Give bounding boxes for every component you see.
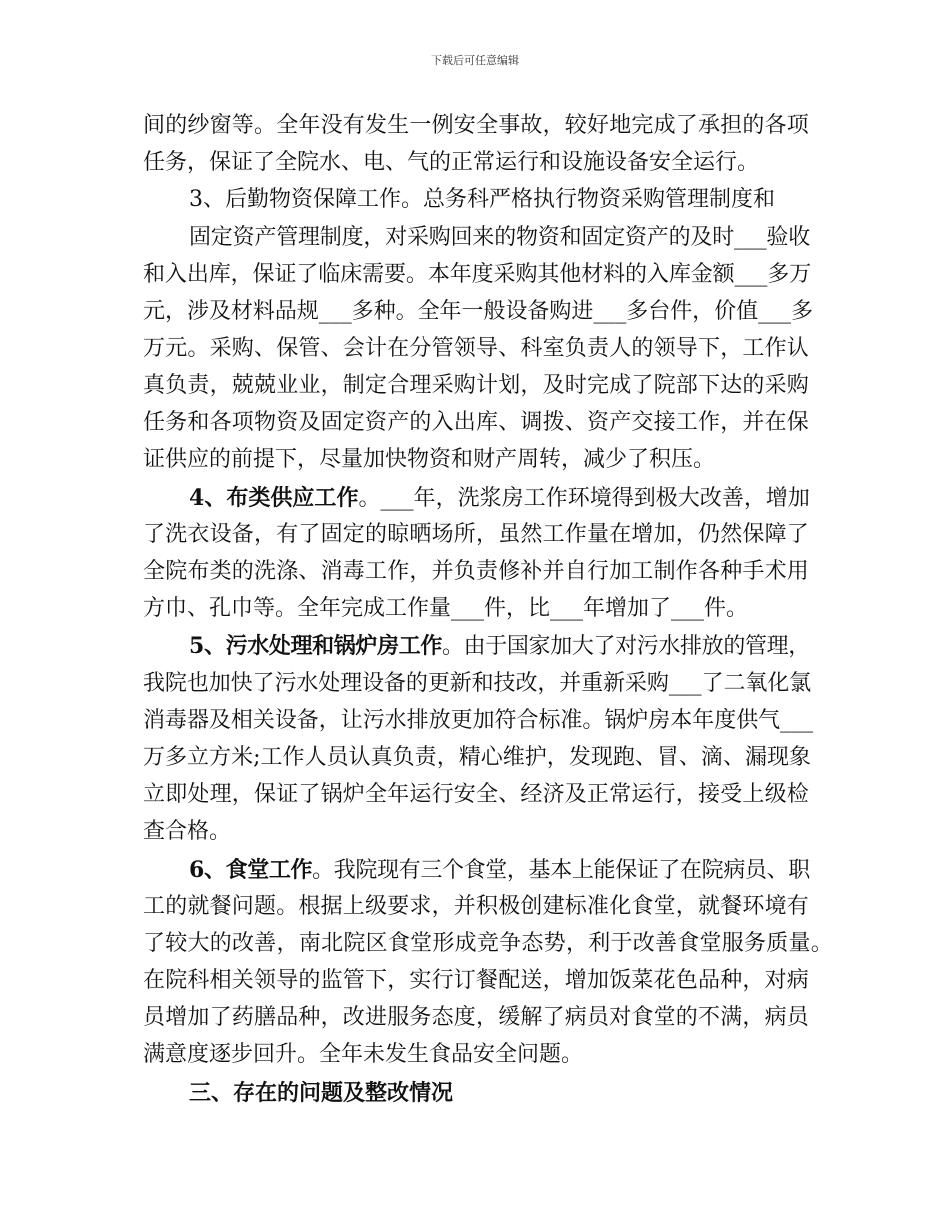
paragraph-text: 我院也加快了污水处理设备的更新和技改，并重新采购___了二氧化氯 <box>143 671 812 696</box>
paragraph-text: 3、后勤物资保障工作。总务科严格执行物资采购管理制度和 <box>189 187 775 212</box>
paragraph-text: 消毒器及相关设备，让污水排放更加符合标准。锅炉房本年度供气___ <box>143 708 814 733</box>
text-line-content <box>143 926 833 962</box>
text-line-content <box>143 294 813 330</box>
paragraph-text: 满意度逐步回升。全年未发生食品安全问题。 <box>143 1042 584 1067</box>
text-line-content <box>143 1037 583 1073</box>
text-line-content <box>143 331 809 367</box>
paragraph-text: 间的纱窗等。全年没有发生一例安全事故，较好地完成了承担的各项 <box>143 113 810 138</box>
text-line-content <box>143 108 809 144</box>
text-line-content <box>143 777 809 813</box>
text-line <box>0 442 950 478</box>
section-heading: 5、污水处理和锅炉房工作 <box>189 633 442 659</box>
text-line <box>0 703 950 739</box>
text-line <box>0 777 950 813</box>
text-line <box>0 1037 950 1073</box>
text-line <box>0 628 950 664</box>
paragraph-text: 。___年，洗浆房工作环境得到极大改善，增加 <box>358 486 810 511</box>
text-line <box>0 963 950 999</box>
text-line <box>0 257 950 293</box>
text-line-content <box>143 145 759 181</box>
paragraph-text: 元，涉及材料品规___多种。全年一般设备购进___多台件，价值___多 <box>143 299 813 324</box>
paragraph-text: 了洗衣设备，有了固定的晾晒场所，虽然工作量在增加，仍然保障了 <box>143 522 810 547</box>
text-line-content <box>143 666 811 702</box>
text-line-content <box>189 480 810 517</box>
text-line-content <box>143 814 231 850</box>
text-line-content <box>143 517 809 553</box>
paragraph-text: 真负责，兢兢业业，制定合理采购计划，及时完成了院部下达的采购 <box>143 373 810 398</box>
paragraph-text: 万元。采购、保管、会计在分管领导、科室负责人的领导下，工作认 <box>143 336 810 361</box>
text-line-content <box>189 182 775 218</box>
paragraph-text: 。由于国家加大了对污水排放的管理， <box>442 634 810 659</box>
page-header-note: 下载后可任意编辑 <box>431 54 519 67</box>
text-line-content <box>189 628 810 665</box>
text-line <box>0 666 950 702</box>
paragraph-text: 证供应的前提下，尽量加快物资和财产周转，减少了积压。 <box>143 447 716 472</box>
text-line <box>0 814 950 850</box>
text-line <box>0 368 950 404</box>
text-line <box>0 405 950 441</box>
paragraph-text: 固定资产管理制度，对采购回来的物资和固定资产的及时___验收 <box>189 225 811 250</box>
paragraph-text: 和入出库，保证了临床需要。本年度采购其他材料的入库金额___多万 <box>143 262 812 287</box>
text-line <box>0 889 950 925</box>
paragraph-text: 查合格。 <box>143 819 232 844</box>
text-line <box>0 108 950 144</box>
text-line <box>0 740 950 776</box>
text-line <box>0 591 950 627</box>
text-line-content <box>189 220 810 256</box>
text-line <box>0 331 950 367</box>
text-line-content <box>143 554 809 590</box>
text-line <box>0 182 950 218</box>
paragraph-text: 任务，保证了全院水、电、气的正常运行和设施设备安全运行。 <box>143 150 760 175</box>
text-line <box>0 480 950 516</box>
text-line <box>0 145 950 181</box>
text-line-content <box>189 852 810 889</box>
text-line <box>0 517 950 553</box>
paragraph-text: 方巾、孔巾等。全年完成工作量___件，比___年增加了___件。 <box>143 596 749 621</box>
text-line-content <box>143 442 715 478</box>
paragraph-text: 立即处理，保证了锅炉全年运行安全、经济及正常运行，接受上级检 <box>143 782 810 807</box>
chapter-heading: 三、存在的问题及整改情况 <box>189 1080 454 1106</box>
paragraph-text: 。我院现有三个食堂，基本上能保证了在院病员、职 <box>312 858 810 883</box>
text-line <box>0 852 950 888</box>
text-line <box>0 554 950 590</box>
paragraph-text: 万多立方米;工作人员认真负责，精心维护，发现跑、冒、滴、漏现象 <box>143 745 812 770</box>
paragraph-text: 员增加了药膳品种，改进服务态度，缓解了病员对食堂的不满，病员 <box>143 1005 810 1030</box>
text-line <box>0 294 950 330</box>
paragraph-text: 在院科相关领导的监管下，实行订餐配送，增加饭菜花色品种，对病 <box>143 968 810 993</box>
text-line-content <box>143 405 809 441</box>
text-line-content <box>143 703 813 739</box>
text-line-content <box>143 740 811 776</box>
text-line-content <box>143 591 748 627</box>
text-line-content <box>143 368 809 404</box>
text-line <box>0 1075 950 1111</box>
text-line <box>0 1000 950 1036</box>
text-line-content <box>189 1075 453 1112</box>
text-line-content <box>143 889 809 925</box>
paragraph-text: 任务和各项物资及固定资产的入出库、调拨、资产交接工作，并在保 <box>143 410 810 435</box>
section-heading: 6、食堂工作 <box>189 857 313 883</box>
paragraph-text: 工的就餐问题。根据上级要求，并积极创建标准化食堂，就餐环境有 <box>143 894 810 919</box>
paragraph-text: 全院布类的洗涤、消毒工作，并负责修补并自行加工制作各种手术用 <box>143 559 810 584</box>
text-line <box>0 220 950 256</box>
text-line <box>0 926 950 962</box>
text-line-content <box>143 257 811 293</box>
text-line-content <box>143 963 809 999</box>
section-heading: 4、布类供应工作 <box>189 485 359 511</box>
text-line-content <box>143 1000 809 1036</box>
paragraph-text: 了较大的改善，南北院区食堂形成竞争态势，利于改善食堂服务质量。 <box>143 931 834 956</box>
